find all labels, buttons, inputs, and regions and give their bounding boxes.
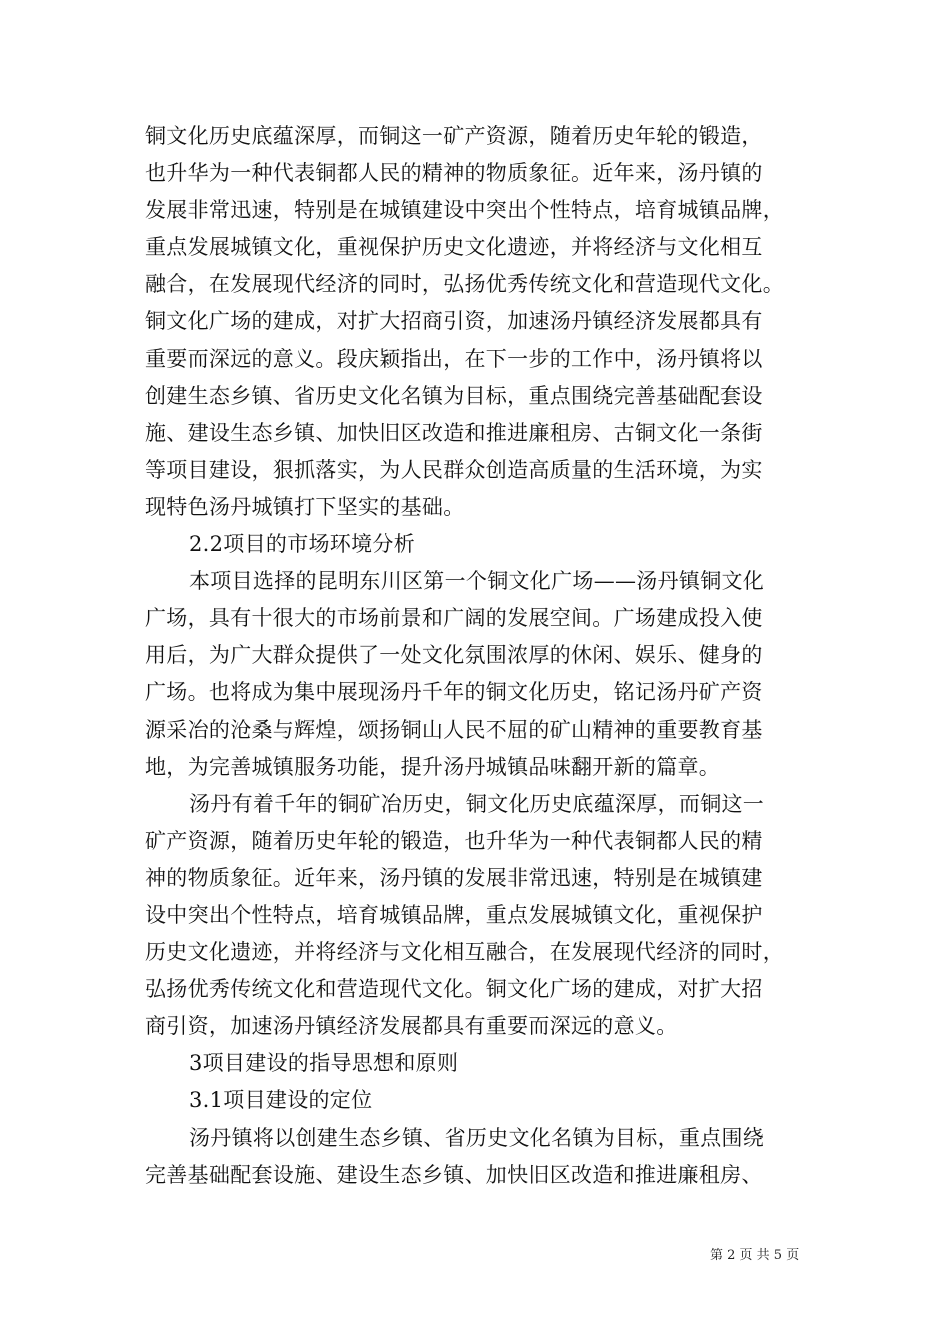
text-line: 铜文化历史底蕴深厚，而铜这一矿产资源，随着历史年轮的锻造， bbox=[145, 124, 763, 148]
text-line: 汤丹镇将以创建生态乡镇、省历史文化名镇为目标，重点围绕 bbox=[189, 1125, 765, 1150]
document-body bbox=[145, 118, 825, 1194]
text-line: 神的物质象征。近年来，汤丹镇的发展非常迅速，特别是在城镇建 bbox=[145, 865, 763, 890]
text-line: 融合，在发展现代经济的同时，弘扬优秀传统文化和营造现代文化。 bbox=[145, 272, 784, 297]
text-line: 重要而深远的意义。段庆颖指出，在下一步的工作中，汤丹镇将以 bbox=[145, 346, 763, 371]
text-line: 用后，为广大群众提供了一处文化氛围浓厚的休闲、娱乐、健身的 bbox=[145, 643, 763, 668]
text-line: 弘扬优秀传统文化和营造现代文化。铜文化广场的建成，对扩大招 bbox=[145, 977, 763, 1002]
text-line: 完善基础配套设施、建设生态乡镇、加快旧区改造和推进廉租房、 bbox=[145, 1162, 763, 1187]
text-line: 3项目建设的指导思想和原则 bbox=[189, 1051, 459, 1076]
text-line: 创建生态乡镇、省历史文化名镇为目标，重点围绕完善基础配套设 bbox=[145, 383, 763, 408]
text-line: 广场。也将成为集中展现汤丹千年的铜文化历史，铭记汤丹矿产资 bbox=[145, 680, 763, 705]
text-line: 源采冶的沧桑与辉煌，颂扬铜山人民不屈的矿山精神的重要教育基 bbox=[145, 717, 763, 742]
text-line: 发展非常迅速，特别是在城镇建设中突出个性特点，培育城镇品牌， bbox=[145, 198, 784, 223]
text-line: 历史文化遗迹，并将经济与文化相互融合，在发展现代经济的同时， bbox=[145, 940, 784, 965]
text-line: 商引资，加速汤丹镇经济发展都具有重要而深远的意义。 bbox=[145, 1014, 678, 1039]
text-line: 3.1项目建设的定位 bbox=[189, 1088, 373, 1113]
text-line: 地，为完善城镇服务功能，提升汤丹城镇品味翻开新的篇章。 bbox=[145, 754, 721, 779]
text-line: 等项目建设，狠抓落实，为人民群众创造高质量的生活环境，为实 bbox=[145, 457, 763, 482]
text-line: 汤丹有着千年的铜矿冶历史，铜文化历史底蕴深厚，而铜这一 bbox=[189, 791, 765, 816]
text-line: 现特色汤丹城镇打下坚实的基础。 bbox=[145, 494, 465, 519]
text-line: 广场，具有十很大的市场前景和广阔的发展空间。广场建成投入使 bbox=[145, 606, 763, 631]
text-line: 矿产资源，随着历史年轮的锻造，也升华为一种代表铜都人民的精 bbox=[145, 828, 763, 853]
text-line: 重点发展城镇文化，重视保护历史文化遗迹，并将经济与文化相互 bbox=[145, 235, 763, 260]
text-line: 本项目选择的昆明东川区第一个铜文化广场——汤丹镇铜文化 bbox=[189, 569, 765, 594]
text-line: 施、建设生态乡镇、加快旧区改造和推进廉租房、古铜文化一条街 bbox=[145, 420, 763, 445]
text-line: 铜文化广场的建成，对扩大招商引资，加速汤丹镇经济发展都具有 bbox=[145, 309, 763, 334]
page-number-footer: 第 2 页 共 5 页 bbox=[710, 1248, 800, 1263]
text-line: 2.2项目的市场环境分析 bbox=[189, 532, 415, 557]
text-line: 也升华为一种代表铜都人民的精神的物质象征。近年来，汤丹镇的 bbox=[145, 161, 763, 186]
text-line: 设中突出个性特点，培育城镇品牌，重点发展城镇文化，重视保护 bbox=[145, 902, 763, 927]
